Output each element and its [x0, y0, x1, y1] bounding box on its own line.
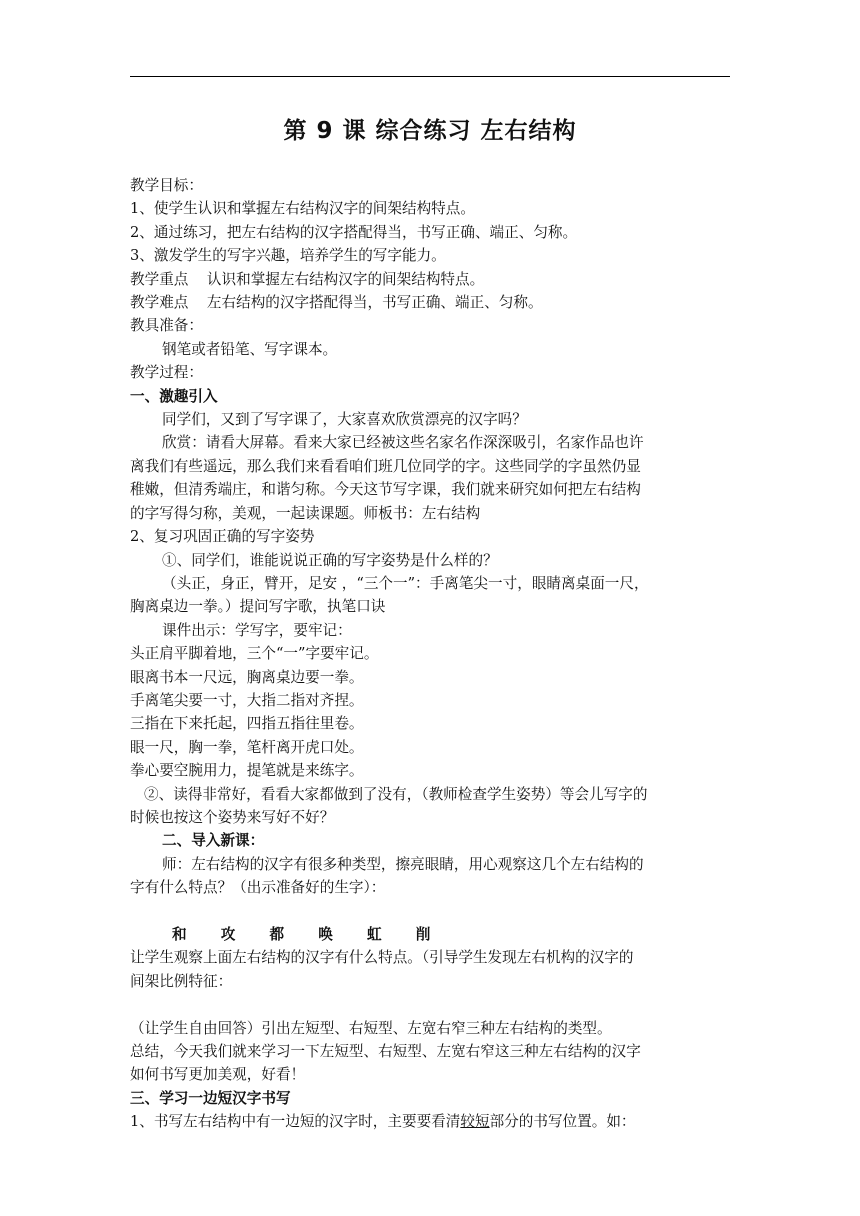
text-line: 字有什么特点？（出示准备好的生字）： [130, 879, 386, 897]
underlined-text: 较短 [460, 1113, 490, 1131]
text-line: （让学生自由回答）引出左短型、右短型、左宽右窄三种左右结构的类型。 [130, 1019, 612, 1037]
text-line: 教学重点 认识和掌握左右结构汉字的间架结构特点。 [130, 270, 485, 288]
text-line: 钢笔或者铅笔、写字课本。 [162, 340, 338, 358]
text-line: 3、激发学生的写字兴趣，培养学生的写字能力。 [130, 247, 446, 265]
text-line: 课件出示：学写字，要牢记： [162, 621, 352, 639]
text-line: 教学目标： [130, 177, 203, 194]
text-line: 拳心要空腕用力，提笔就是来练字。 [130, 762, 364, 780]
text-line: 间架比例特征： [130, 972, 233, 990]
text-line: 2、通过练习，把左右结构的汉字搭配得当，书写正确、端正、匀称。 [130, 223, 578, 241]
section-heading: 三、学习一边短汉字书写 [130, 1089, 291, 1107]
text-line: 胸离桌边一拳。）提问写字歌，执笔口诀 [130, 598, 386, 616]
text-line: 1、使学生认识和掌握左右结构汉字的间架结构特点。 [130, 200, 475, 218]
blank-line [130, 900, 730, 923]
document-body [130, 174, 730, 1134]
text-line: 离我们有些遥远，那么我们来看看咱们班几位同学的字。这些同学的字虽然仍显 [130, 457, 641, 475]
text-line: 手离笔尖要一寸，大指二指对齐捏。 [130, 691, 364, 709]
text-line: 教具准备： [130, 317, 203, 335]
text-line: 稚嫩，但清秀端庄，和谐匀称。今天这节写字课，我们就来研究如何把左右结构 [130, 481, 641, 499]
header-rule [130, 76, 730, 77]
text-segment: 部分的书写位置。如： [489, 1113, 636, 1131]
text-line: 眼一尺，胸一拳，笔杆离开虎口处。 [130, 738, 364, 756]
text-line: 眼离书本一尺远，胸离桌边要一拳。 [130, 668, 364, 686]
text-line: 2、复习巩固正确的写字姿势 [130, 528, 315, 546]
section-heading: 二、导入新课： [162, 832, 265, 850]
text-line: 欣赏：请看大屏幕。看来大家已经被这些名家名作深深吸引，名家作品也许 [162, 434, 644, 452]
text-line: ①、同学们，谁能说说正确的写字姿势是什么样的？ [162, 551, 498, 569]
text-line: 时候也按这个姿势来写好不好？ [130, 808, 335, 826]
text-line: 总结，今天我们就来学习一下左短型、右短型、左宽右窄这三种左右结构的汉字 [130, 1043, 641, 1060]
text-line: 教学过程： [130, 364, 203, 382]
page-title: 第 9 课 综合练习 左右结构 [283, 118, 577, 144]
blank-line [130, 993, 730, 1016]
text-segment: 1、书写左右结构中有一边短的汉字时，主要要看清 [130, 1113, 461, 1131]
text-line: 师：左右结构的汉字有很多种类型，擦亮眼睛，用心观察这几个左右结构的 [162, 855, 644, 873]
text-line: 如何书写更加美观，好看！ [130, 1066, 306, 1084]
sample-characters: 和 攻 都 唤 虹 削 [172, 925, 431, 943]
text-line: （头正，身正，臂开，足安 ，“三个一”：手离笔尖一寸，眼睛离桌面一尺， [162, 574, 649, 592]
text-line: 三指在下来托起，四指五指往里卷。 [130, 715, 364, 733]
text-line [130, 1110, 730, 1133]
text-line: ②、读得非常好，看看大家都做到了没有，（教师检查学生姿势）等会儿写字的 [144, 785, 648, 803]
text-line: 让学生观察上面左右结构的汉字有什么特点。（引导学生发现左右机构的汉字的 [130, 949, 634, 967]
text-line: 教学难点 左右结构的汉字搭配得当，书写正确、端正、匀称。 [130, 294, 543, 312]
text-line: 的字写得匀称，美观，一起读课题。师板书：左右结构 [130, 504, 481, 522]
text-line: 头正肩平脚着地，三个“一”字要牢记。 [130, 645, 379, 663]
text-line: 同学们，又到了写字课了，大家喜欢欣赏漂亮的汉字吗？ [162, 411, 527, 429]
section-heading: 一、激趣引入 [130, 387, 218, 405]
